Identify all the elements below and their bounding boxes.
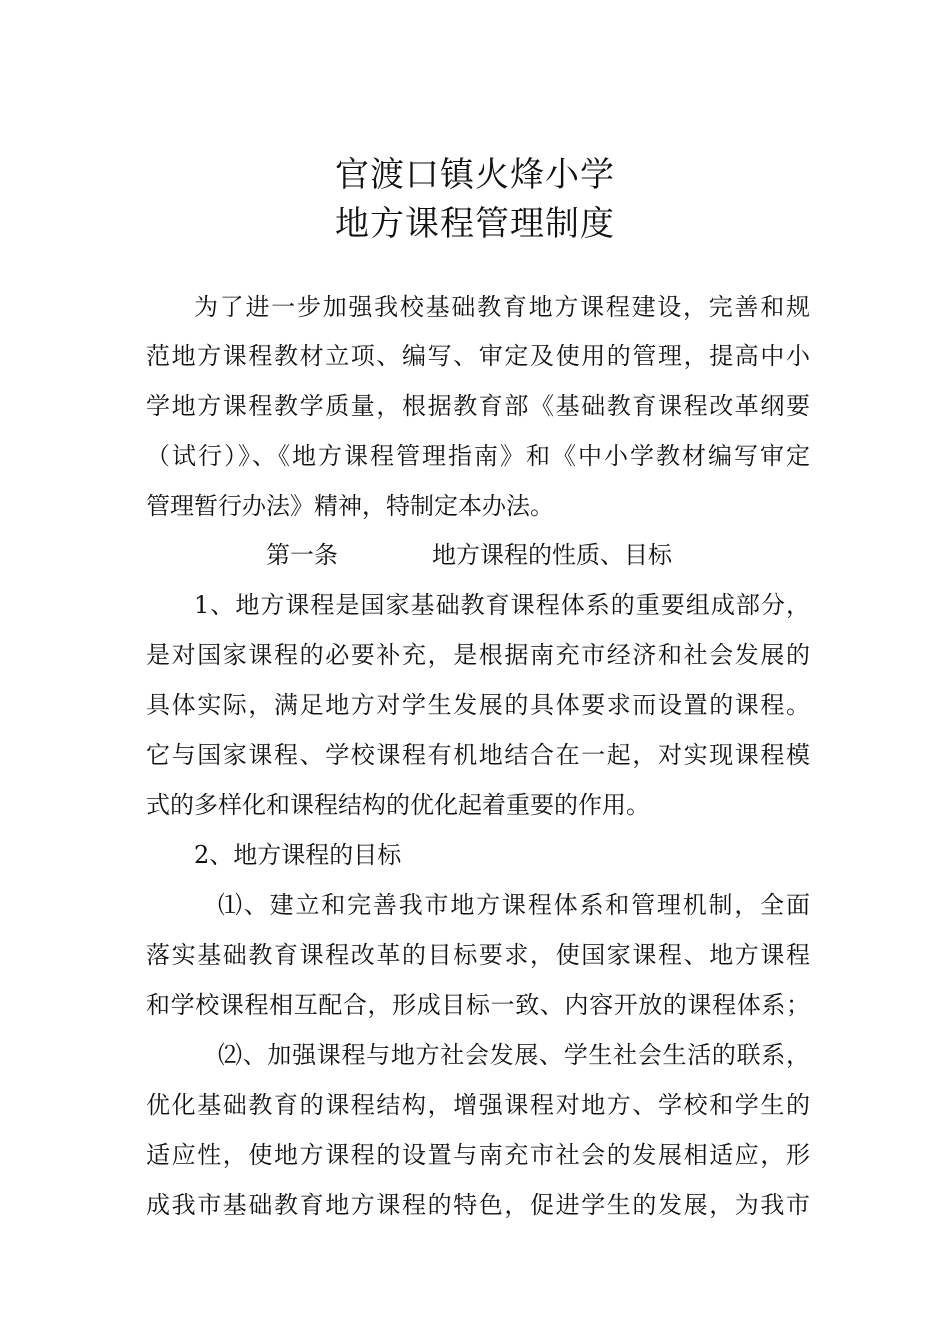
item1-line: 式的多样化和课程结构的优化起着重要的作用。 bbox=[146, 791, 650, 819]
intro-line: 学地方课程教学质量，根据教育部《基础教育课程改革纲要 bbox=[146, 392, 810, 420]
sub2-line: 优化基础教育的课程结构，增强课程对地方、学校和学生的 bbox=[146, 1091, 810, 1119]
sub1-line: 和学校课程相互配合，形成目标一致、内容开放的课程体系； bbox=[146, 991, 810, 1019]
document-title-school: 官渡口镇火烽小学 bbox=[335, 155, 615, 195]
item1-line: 1、地方课程是国家基础教育课程体系的重要组成部分， bbox=[194, 591, 810, 619]
item1-line: 具体实际，满足地方对学生发展的具体要求而设置的课程。 bbox=[146, 691, 810, 719]
intro-line: 管理暂行办法》精神，特制定本办法。 bbox=[146, 492, 554, 520]
sub1-line: 落实基础教育课程改革的目标要求，使国家课程、地方课程 bbox=[146, 941, 810, 969]
document-title-regulation: 地方课程管理制度 bbox=[335, 204, 615, 244]
item1-line: 是对国家课程的必要补充，是根据南充市经济和社会发展的 bbox=[146, 641, 810, 669]
sub2-line: ⑵、加强课程与地方社会发展、学生社会生活的联系， bbox=[218, 1041, 810, 1069]
article-heading: 地方课程的性质、目标 bbox=[432, 541, 672, 569]
item2-heading: 2、地方课程的目标 bbox=[194, 841, 402, 869]
intro-line: 范地方课程教材立项、编写、审定及使用的管理，提高中小 bbox=[146, 342, 810, 370]
item1-line: 它与国家课程、学校课程有机地结合在一起，对实现课程模 bbox=[146, 741, 810, 769]
article-number: 第一条 bbox=[266, 541, 338, 569]
sub2-line: 适应性，使地方课程的设置与南充市社会的发展相适应，形 bbox=[146, 1141, 810, 1169]
sub1-line: ⑴、建立和完善我市地方课程体系和管理机制，全面 bbox=[218, 891, 810, 919]
intro-line: （试行）》、《地方课程管理指南》和《中小学教材编写审定 bbox=[146, 442, 810, 470]
sub2-line: 成我市基础教育地方课程的特色，促进学生的发展，为我市 bbox=[146, 1191, 810, 1219]
intro-line: 为了进一步加强我校基础教育地方课程建设，完善和规 bbox=[194, 293, 810, 321]
